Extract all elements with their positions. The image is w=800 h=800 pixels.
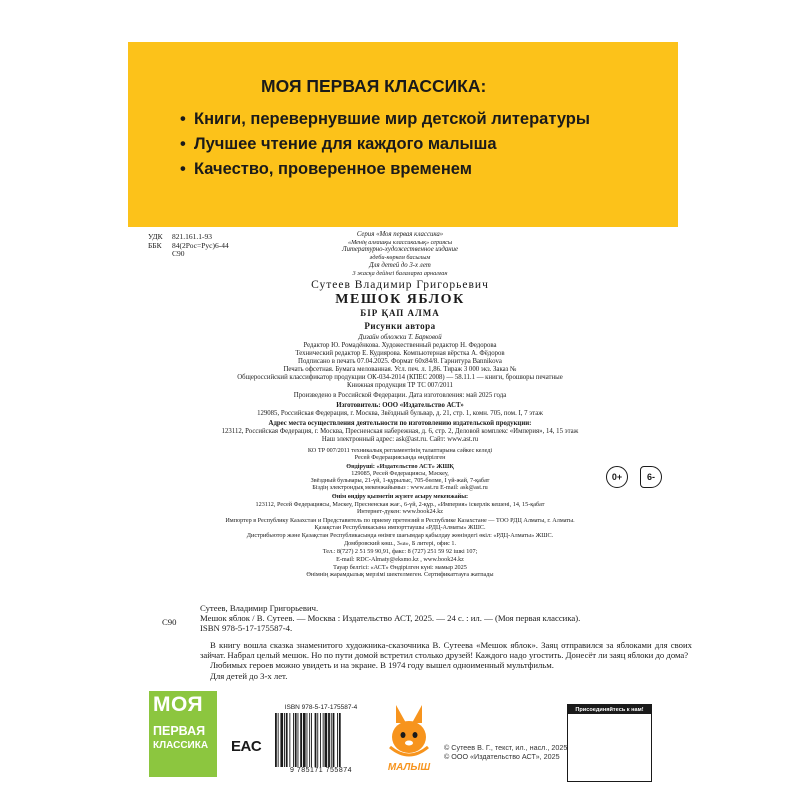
book-title-kz: БІР ҚАП АЛМА bbox=[360, 308, 440, 318]
kz-made: Ресей Федерациясында өндірілген bbox=[354, 454, 446, 461]
phones: Тел.: 8(727) 2 51 59 90,91, факс: 8 (727) 251 59 92 ішкі 107; bbox=[322, 548, 478, 555]
importer-ru: Импортер в Республику Казахстан и Представитель по приему претензий в Республике Казахстане — ТОО РДЦ Алматы, г. Алматы. bbox=[225, 517, 575, 524]
shelf-life: Өнімнің жарамдылық мерзімі шектелмеген. Сертификаттауға жатпады bbox=[306, 571, 494, 578]
qr-code-frame bbox=[567, 704, 652, 782]
tech-editor: Технический редактор Е. Кудиярова. Компьютерная вёрстка А. Фёдоров bbox=[295, 350, 505, 357]
catalog-desc: Мешок яблок / В. Сутеев. — Москва : Издательство АСТ, 2025. — 24 с. : ил. — (Моя первая классика). bbox=[200, 612, 581, 623]
prod-address: 123112, Российская Федерация, г. Москва, Пресненская набережная, д. 6, стр. 2, Деловой комплекс «Империя», 14, 15 этаж bbox=[221, 428, 579, 435]
annotation-p1: В книгу вошла сказка знаменитого художника-сказочника В. Сутеева «Мешок яблок». Заяц отправился за яблоками для своих зайчат. Набрал целый мешок. Но по пути домой встретил столько друзей! Каждого надо угостить. Донесёт ли заяц яблоки до дома? bbox=[200, 640, 692, 661]
kz-addr2: Звёздный бульвары, 21-үй, 1-құрылыс, 705-бөлме, I үй-жай, 7-қабат bbox=[310, 477, 490, 484]
series-logo: МОЯ ПЕРВАЯ КЛАССИКА bbox=[149, 691, 217, 777]
eac-mark-icon: EAC bbox=[231, 738, 262, 755]
distributor: Дистрибьютор және Қазақстан Республикасында өнімге шағымдар қабылдау жөніндегі өкіл: «РДЦ-Алматы» ЖШС. bbox=[246, 532, 554, 539]
prod-label: Адрес места осуществления деятельности по изготовлению издательской продукции: bbox=[268, 420, 532, 427]
age-0-plus-badge: 0+ bbox=[606, 466, 628, 488]
banner-item: • Качество, проверенное временем bbox=[180, 157, 590, 182]
bullet-icon: • bbox=[180, 135, 186, 153]
annotation-p2: Любимых героев можно увидеть и на экране. В 1974 году вышел одноименный мультфильм. bbox=[210, 660, 554, 671]
dombr-address: Домбровский көш., 3«а», Б литері, офис 1. bbox=[343, 540, 457, 547]
cover-design: Дизайн обложки Т. Барковой bbox=[358, 334, 442, 341]
author-name: Сутеев Владимир Григорьевич bbox=[311, 279, 489, 291]
kz-web: Біздің электрондық мекенжайымыз : www.ast.ru E-mail: ask@ast.ru bbox=[312, 484, 488, 491]
barcode bbox=[273, 704, 369, 778]
print-info: Печать офсетная. Бумага мелованная. Усл. печ. л. 1,86. Тираж 3 000 экз. Заказ № bbox=[283, 366, 517, 373]
annotation-p3: Для детей до 3-х лет. bbox=[210, 670, 288, 681]
banner-item: • Лучшее чтение для каждого малыша bbox=[180, 132, 590, 157]
annotation bbox=[200, 640, 692, 681]
maker-label: Изготовитель: ООО «Издательство АСТ» bbox=[336, 402, 464, 409]
copyright bbox=[444, 743, 567, 761]
kz-prod-label: Өнім өндіру қызметін жүзеге асыру мекенжайы: bbox=[331, 493, 469, 500]
udk-line: УДК 821.161.1-93 bbox=[148, 232, 212, 241]
banner-list bbox=[180, 107, 590, 182]
bullet-icon: • bbox=[180, 110, 186, 128]
catalog-isbn: ISBN 978-5-17-175587-4. bbox=[200, 622, 293, 633]
genre-ru: Литературно-художественное издание bbox=[342, 246, 458, 253]
copyright-line: © ООО «Издательство АСТ», 2025 bbox=[444, 752, 560, 761]
maker-address: 129085, Российская Федерация, г. Москва, Звёздный бульвар, д. 21, стр. 1, комн. 705, пом. I, 7 этаж bbox=[257, 410, 543, 417]
catalog-entry bbox=[200, 604, 690, 633]
kz-addr1: 129085, Ресей Федерациясы, Мәскеу, bbox=[351, 470, 449, 477]
catalog-code: С90 bbox=[162, 617, 177, 627]
kz-tr: КО ТР 007/2011 техникалық регламентінің талаптарына сәйкес келеді bbox=[307, 447, 493, 454]
classifier: Общероссийский классификатор продукции ОК-034-2014 (КПЕС 2008) — 58.11.1 — книги, брошюры печатные bbox=[237, 374, 563, 381]
bullet-icon: • bbox=[180, 160, 186, 178]
copyright-line: © Сутеев В. Г., текст, ил., насл., 2025 bbox=[444, 743, 568, 752]
age-ru: Для детей до 3-х лет bbox=[369, 262, 431, 269]
importer-kz: Қазақстан Республикасына импорттаушы «РДЦ-Алматы» ЖШС. bbox=[314, 524, 486, 531]
signed-info: Подписано в печать 07.04.2025. Формат 60x84/8. Гарнитура Bannikova bbox=[298, 358, 502, 365]
age-kz: 3 жасқа дейінгі балаларға арналған bbox=[352, 270, 448, 277]
series-kz: «Менің алғашқы классикалық» сериясы bbox=[347, 239, 453, 246]
banner-title: МОЯ ПЕРВАЯ КЛАССИКА: bbox=[261, 76, 487, 96]
series-ru: Серия «Моя первая классика» bbox=[356, 231, 444, 238]
code-line: С90 bbox=[172, 249, 185, 258]
product-info: Книжная продукция ТР ТС 007/2011 bbox=[347, 382, 453, 389]
publisher-logo-text: МАЛЫШ bbox=[387, 762, 431, 773]
kz-shop: Интернет-дүкен: www.book24.kz bbox=[356, 508, 444, 515]
kz-prod-addr: 123112, Ресей Федерациясы, Мәскеу, Пресненская жағ., 6-үй, 2-құр., «Империя» іскерлік кешені, 14, 15-қабат bbox=[255, 501, 545, 508]
barcode-isbn: ISBN 978-5-17-175587-4 bbox=[284, 704, 358, 711]
trademark: Тауар белгісі: «АСТ» Өндірілген күні: мамыр 2025 bbox=[333, 564, 467, 571]
email-site: Наш электронный адрес: ask@ast.ru. Сайт: www.ast.ru bbox=[321, 436, 479, 443]
promo-banner bbox=[128, 42, 678, 227]
bbk-line: ББК 84(2Рос=Рус)6-44 bbox=[148, 240, 229, 250]
genre-kz: әдеби-көркем басылым bbox=[369, 254, 431, 261]
banner-item: • Книги, перевернувшие мир детской литературы bbox=[180, 107, 590, 132]
book-title: МЕШОК ЯБЛОК bbox=[335, 292, 465, 307]
publisher-logo-icon bbox=[382, 701, 436, 775]
emails: E-mail: RDC-Almaty@eksmo.kz , www.book24.kz bbox=[336, 556, 464, 563]
barcode-number: 9 785171 755874 bbox=[290, 767, 352, 774]
illustrations-credit: Рисунки автора bbox=[364, 321, 436, 331]
catalog-author: Сутеев, Владимир Григорьевич. bbox=[200, 603, 319, 613]
kz-maker-label: Өндіруші: «Издательство АСТ» ЖШҚ bbox=[346, 463, 454, 470]
editors: Редактор Ю. Ромадёнкова. Художественный редактор Н. Федорова bbox=[303, 342, 497, 349]
qr-label: Присоединяйтесь к нам! bbox=[568, 705, 651, 714]
made-in: Произведено в Российской Федерации. Дата изготовления: май 2025 года bbox=[293, 392, 507, 399]
age-6-minus-badge: 6- bbox=[640, 466, 662, 488]
barcode-bars-icon bbox=[273, 713, 369, 767]
